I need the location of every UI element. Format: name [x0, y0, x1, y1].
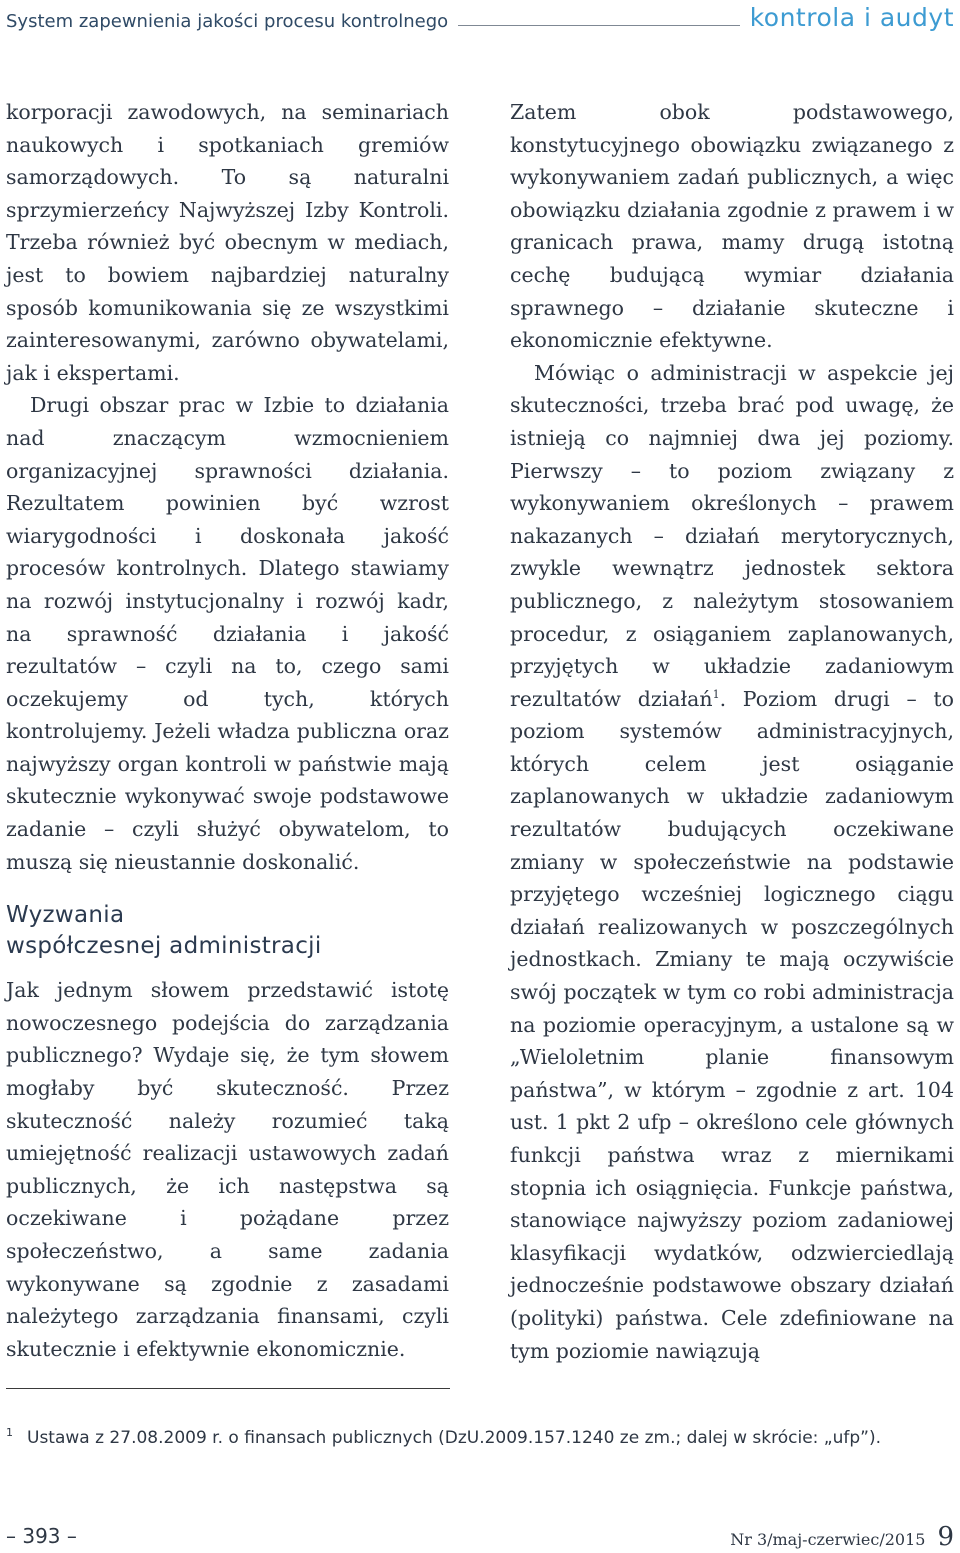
issue-label: Nr 3/maj-czerwiec/2015	[730, 1530, 926, 1549]
left-paragraph-2: Drugi obszar prac w Izbie to działania nad znaczącym wzmocnieniem organizacyjnej sprawności działania. Rezultatem powinien być wzrost wiarygodności i doskonała jakość procesów kontrolnych. Dlatego stawiamy na rozwój instytucjonalny i rozwój kadr, na sprawność działania i jakość rezultatów – czyli na to, czego sami oczekujemy od tych, których kontrolujemy. Jeżeli władza publiczna oraz najwyższy organ kontroli w państwie mają skutecznie wykonywać swoje podstawowe zadanie – czyli służyć obywatelom, to muszą się nieustannie doskonalić.	[6, 393, 449, 874]
left-column	[6, 96, 449, 1365]
footnote-mark: 1	[6, 1426, 13, 1440]
journal-name: kontrola i audyt	[749, 3, 954, 32]
right-column	[510, 96, 954, 1367]
page-number: – 393 –	[6, 1524, 77, 1548]
footnote-rule	[6, 1388, 450, 1389]
running-header	[6, 3, 954, 32]
right-paragraph-2-part-b: . Poziom drugi – to poziom systemów administracyjnych, których celem jest osiąganie zaplanowanych w układzie zadaniowym rezultatów budujących oczekiwane zmiany w społeczeństwie na podstawie przyjętego wcześniej logicznego ciągu działań realizowanych w poszczególnych jednostkach. Zmiany te mają oczywiście swój początek w tym co robi administracja na poziomie operacyjnym, a ustalone są w „Wieloletnim planie finansowym państwa”, w którym – zgodnie z art. 104 ust. 1 pkt 2 ufp – określono cele głównych funkcji państwa wraz z miernikami stopnia ich osiągnięcia. Funkcje państwa, stanowiące najwyższy poziom zadaniowej klasyfikacji wydatków, odzwierciedlają jednocześnie podstawowe obszary działań (polityki) państwa. Cele zdefiniowane na tym poziomie nawiązują	[510, 686, 954, 1363]
footnote-reference[interactable]: 1	[712, 687, 720, 701]
issue-number: 9	[937, 1522, 954, 1552]
header-title: System zapewnienia jakości procesu kontrolnego	[6, 11, 449, 32]
section-heading-line-1: Wyzwania	[6, 902, 125, 929]
footnote	[6, 1428, 954, 1448]
right-paragraph-2-part-a: Mówiąc o administracji w aspekcie jej skuteczności, trzeba brać pod uwagę, że istnieją co najmniej dwa jej poziomy. Pierwszy – to poziom związany z wykonywaniem określonych – prawem nakazanych – działań merytorycznych, zwykle wewnątrz jednostek sektora publicznego, z należytym stosowaniem procedur, z osiąganiem zaplanowanych, przyjętych w układzie zadaniowym rezultatów działań	[510, 360, 954, 711]
right-paragraph-1: Zatem obok podstawowego, konstytucyjnego obowiązku związanego z wykonywaniem zadań publicznych, a więc obowiązku działania zgodnie z prawem i w granicach prawa, mamy drugą istotną cechę budującą wymiar działania sprawnego – działanie skuteczne i ekonomicznie efektywne.	[510, 100, 954, 353]
header-rule	[458, 25, 740, 26]
left-paragraph-1: korporacji zawodowych, na seminariach naukowych i spotkaniach gremiów samorządowych. To są naturalni sprzymierzeńcy Najwyższej Izby Kontroli. Trzeba również być obecnym w mediach, jest to bowiem najbardziej naturalny sposób komunikowania się ze wszystkimi zainteresowanymi, zarówno obywatelami, jak i ekspertami.	[6, 100, 449, 385]
right-paragraph-2	[510, 357, 954, 1367]
section-heading	[6, 900, 449, 962]
issue-info	[730, 1522, 954, 1552]
left-paragraph-3: Jak jednym słowem przedstawić istotę nowoczesnego podejścia do zarządzania publicznego? Wydaje się, że tym słowem mogłaby być skuteczność. Przez skuteczność należy rozumieć taką umiejętność realizacji ustawowych zadań publicznych, że ich następstwa są oczekiwane i pożądane przez społeczeństwo, a same zadania wykonywane są zgodnie z zasadami należytego zarządzania finansami, czyli skutecznie i efektywnie ekonomicznie.	[6, 978, 449, 1361]
footnote-text: Ustawa z 27.08.2009 r. o finansach publicznych (DzU.2009.157.1240 ze zm.; dalej w skrócie: „ufp”).	[27, 1428, 882, 1448]
section-heading-line-2: współczesnej administracji	[6, 933, 322, 960]
